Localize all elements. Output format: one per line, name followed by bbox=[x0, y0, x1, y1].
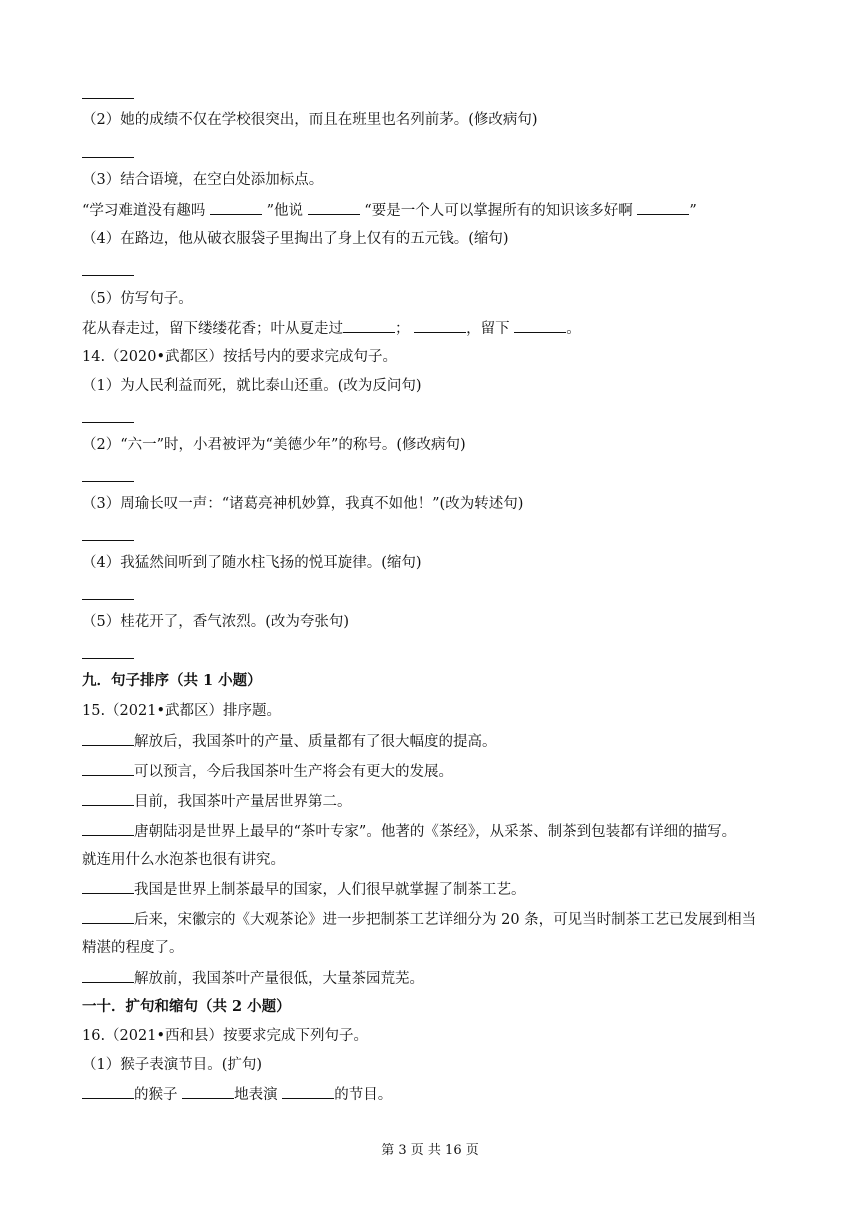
text-segment: ，留下 bbox=[466, 321, 515, 337]
blank bbox=[82, 791, 134, 806]
blank bbox=[82, 879, 134, 894]
blank bbox=[414, 318, 466, 333]
text-segment: ”他说 bbox=[266, 203, 308, 219]
ordering-item bbox=[82, 968, 424, 989]
blank bbox=[82, 821, 134, 836]
imitation-sentence bbox=[82, 318, 581, 339]
answer-line bbox=[82, 658, 134, 659]
blank bbox=[82, 909, 134, 924]
item-text: 可以预言，今后我国茶叶生产将会有更大的发展。 bbox=[134, 764, 453, 780]
question-14-3: （3）周瑜长叹一声：“诸葛亮神机妙算，我真不如他！”(改为转述句) bbox=[82, 496, 524, 512]
answer-line bbox=[82, 275, 134, 276]
blank bbox=[282, 1084, 334, 1099]
question-13-4: （4）在路边，他从破衣服袋子里掏出了身上仅有的五元钱。(缩句) bbox=[82, 231, 509, 247]
question-16-header: 16.（2021•西和县）按要求完成下列句子。 bbox=[82, 1028, 369, 1044]
text-segment: 的猴子 bbox=[134, 1087, 183, 1103]
question-14-4: （4）我猛然间听到了随水柱飞扬的悦耳旋律。(缩句) bbox=[82, 555, 422, 571]
text-segment: 的节目。 bbox=[334, 1087, 393, 1103]
text-segment: “学习难道没有趣吗 bbox=[82, 203, 211, 219]
item-text: 唐朝陆羽是世界上最早的“茶叶专家”。他著的《茶经》，从采茶、制茶到包装都有详细的描写。 bbox=[134, 824, 737, 840]
ordering-item bbox=[82, 909, 756, 930]
question-13-2: （2）她的成绩不仅在学校很突出，而且在班里也名列前茅。(修改病句) bbox=[82, 112, 538, 128]
answer-line bbox=[82, 98, 134, 99]
question-13-5: （5）仿写句子。 bbox=[82, 291, 193, 307]
ordering-item bbox=[82, 761, 453, 782]
question-14-1: （1）为人民利益而死，就比泰山还重。(改为反问句) bbox=[82, 378, 422, 394]
expansion-sentence bbox=[82, 1084, 392, 1105]
blank bbox=[182, 1084, 234, 1099]
text-segment: 花从春走过，留下缕缕花香；叶从夏走过 bbox=[82, 321, 343, 337]
item-text: 解放后，我国茶叶的产量、质量都有了很大幅度的提高。 bbox=[134, 734, 497, 750]
blank bbox=[210, 200, 262, 215]
answer-line bbox=[82, 481, 134, 482]
blank bbox=[82, 968, 134, 983]
question-14-header: 14.（2020•武都区）按括号内的要求完成句子。 bbox=[82, 349, 398, 365]
question-14-5: （5）桂花开了，香气浓烈。(改为夸张句) bbox=[82, 614, 350, 630]
blank bbox=[308, 200, 360, 215]
blank bbox=[82, 761, 134, 776]
blank bbox=[82, 731, 134, 746]
ordering-item-continued: 就连用什么水泡茶也很有讲究。 bbox=[82, 852, 285, 868]
question-16-1: （1）猴子表演节目。(扩句) bbox=[82, 1057, 263, 1073]
item-text: 解放前，我国茶叶产量很低，大量茶园荒芜。 bbox=[134, 971, 424, 987]
blank bbox=[82, 1084, 134, 1099]
text-segment: ； bbox=[395, 321, 415, 337]
item-text: 目前，我国茶叶产量居世界第二。 bbox=[134, 794, 352, 810]
ordering-item bbox=[82, 821, 736, 842]
ordering-item bbox=[82, 791, 352, 812]
ordering-item bbox=[82, 731, 497, 752]
text-segment: 地表演 bbox=[234, 1087, 283, 1103]
answer-line bbox=[82, 540, 134, 541]
answer-line bbox=[82, 422, 134, 423]
question-14-2: （2）“六一”时，小君被评为“美德少年”的称号。(修改病句) bbox=[82, 437, 466, 453]
item-text: 我国是世界上制茶最早的国家，人们很早就掌握了制茶工艺。 bbox=[134, 882, 526, 898]
question-13-3: （3）结合语境，在空白处添加标点。 bbox=[82, 172, 324, 188]
answer-line bbox=[82, 157, 134, 158]
blank bbox=[637, 200, 689, 215]
item-text: 后来，宋徽宗的《大观茶论》进一步把制茶工艺详细分为 20 条，可见当时制茶工艺已发展到相当 bbox=[134, 912, 757, 928]
blank bbox=[343, 318, 395, 333]
section-heading: 一十．扩句和缩句（共 2 小题） bbox=[82, 998, 291, 1015]
text-segment: “要是一个人可以掌握所有的知识该多好啊 bbox=[364, 203, 638, 219]
answer-line bbox=[82, 599, 134, 600]
punctuation-sentence bbox=[82, 200, 697, 221]
ordering-item bbox=[82, 879, 526, 900]
text-segment: ” bbox=[689, 203, 697, 219]
question-15-header: 15.（2021•武都区）排序题。 bbox=[82, 703, 282, 719]
ordering-item-continued: 精湛的程度了。 bbox=[82, 940, 184, 956]
page-number-footer: 第 3 页 共 16 页 bbox=[381, 1143, 479, 1158]
blank bbox=[514, 318, 566, 333]
text-segment: 。 bbox=[566, 321, 581, 337]
section-heading: 九．句子排序（共 1 小题） bbox=[82, 672, 262, 689]
